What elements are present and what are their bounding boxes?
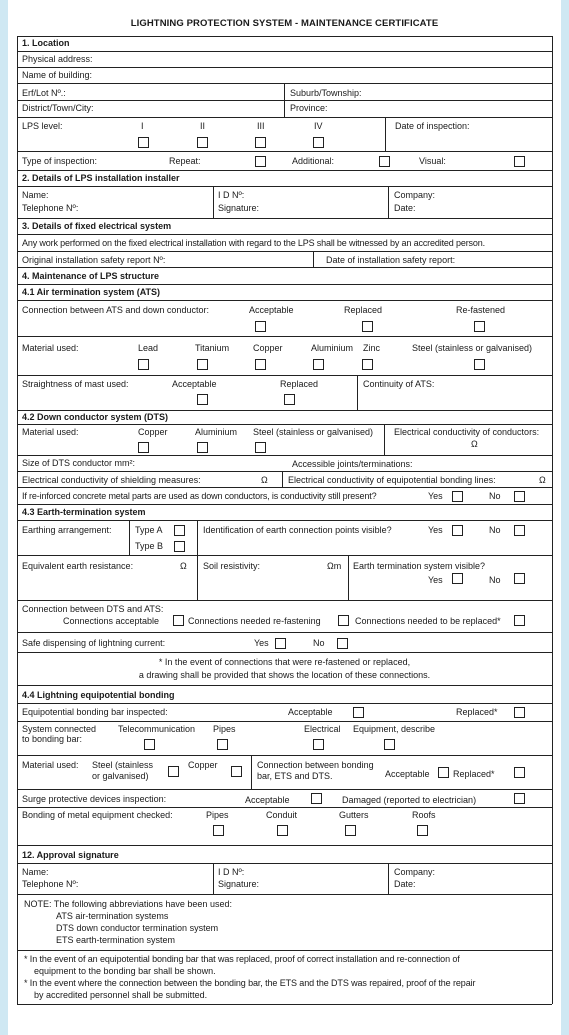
titanium-label: Titanium (195, 343, 230, 353)
building-name-label: Name of building: (22, 70, 93, 80)
visual-checkbox[interactable] (514, 156, 525, 167)
conductor-ohm-unit: Ω (471, 439, 478, 449)
section-12-heading: 12. Approval signature (22, 850, 119, 860)
date-of-inspection-label: Date of inspection: (395, 121, 470, 131)
rule (17, 632, 552, 633)
rule (384, 424, 385, 455)
identification-no-checkbox[interactable] (514, 525, 525, 536)
safe-no-checkbox[interactable] (337, 638, 348, 649)
identification-question: Identification of earth connection points visible? (203, 525, 392, 535)
connection-note-line-2: a drawing shall be provided that shows the location of these connections. (138, 670, 431, 680)
connections-replace-checkbox[interactable] (514, 615, 525, 626)
earthing-arrangement-label: Earthing arrangement: (22, 525, 112, 535)
connections-refastening-label: Connections needed re-fastening (188, 616, 321, 626)
rule (313, 251, 314, 267)
lps-iii-checkbox[interactable] (255, 137, 266, 148)
rule (17, 151, 552, 152)
ets-no-checkbox[interactable] (514, 573, 525, 584)
connection-acceptable-label: Acceptable (385, 769, 430, 779)
rule (17, 375, 552, 376)
identification-no-label: No (489, 525, 501, 535)
lps-i-checkbox[interactable] (138, 137, 149, 148)
lps-iv-checkbox[interactable] (313, 137, 324, 148)
rule (17, 555, 552, 556)
right-border (552, 36, 553, 1004)
lps-level-label: LPS level: (22, 121, 63, 131)
surge-acceptable-label: Acceptable (245, 795, 290, 805)
rule (17, 504, 552, 505)
continuity-label: Continuity of ATS: (363, 379, 435, 389)
steel-stainless-label-1: Steel (stainless (92, 760, 154, 770)
abbreviation-ats: ATS air-termination systems (56, 911, 169, 921)
bonding-pipes-label: Pipes (213, 724, 236, 734)
safe-yes-label: Yes (254, 638, 269, 648)
bar-replaced-label: Replaced* (456, 707, 498, 717)
province-label: Province: (290, 103, 328, 113)
visual-label: Visual: (419, 156, 446, 166)
approval-id-label: I D Nº: (218, 867, 245, 877)
connection-replaced-label: Replaced* (453, 769, 495, 779)
identification-yes-label: Yes (428, 525, 443, 535)
rule (17, 251, 552, 252)
rule (17, 520, 552, 521)
connections-replace-label: Connections needed to be replaced* (355, 616, 501, 626)
lps-ii-checkbox[interactable] (197, 137, 208, 148)
surge-damaged-label: Damaged (reported to electrician) (342, 795, 477, 805)
additional-label: Additional: (292, 156, 335, 166)
lps-level-iv: IV (314, 121, 323, 131)
approval-date-label: Date: (394, 879, 416, 889)
rule (17, 186, 552, 187)
witness-statement: Any work performed on the fixed electrical installation with regard to the LPS shall be witnessed by an accredited person. (22, 238, 485, 248)
rule (17, 789, 552, 790)
dts-steel-checkbox[interactable] (255, 442, 266, 453)
shielding-ohm-unit: Ω (261, 475, 268, 485)
rule (17, 100, 552, 101)
footnote-2-line-1: * In the event where the connection between the bonding bar, the ETS and the DTS was repaired, proof of the repair (24, 978, 476, 988)
rule (17, 300, 552, 301)
form-title: LIGHTNING PROTECTION SYSTEM - MAINTENANCE CERTIFICATE (130, 18, 439, 29)
rule (17, 336, 552, 337)
rule (17, 218, 552, 219)
steel-stainless-label-2: or galvanised) (92, 771, 149, 781)
mast-acceptable-label: Acceptable (172, 379, 217, 389)
dts-copper-label: Copper (138, 427, 168, 437)
rule (388, 186, 389, 218)
abbreviation-ets: ETS earth-termination system (56, 935, 176, 945)
reinforced-no-checkbox[interactable] (514, 491, 525, 502)
connections-refastening-checkbox[interactable] (338, 615, 349, 626)
section-4-1-heading: 4.1 Air termination system (ATS) (22, 287, 161, 297)
installer-date-label: Date: (394, 203, 416, 213)
bonding-equipment-label: Equipment, describe (353, 724, 436, 734)
bonding-copper-checkbox[interactable] (231, 766, 242, 777)
copper-label: Copper (253, 343, 283, 353)
installer-name-label: Name: (22, 190, 49, 200)
bar-acceptable-label: Acceptable (288, 707, 333, 717)
connection-note-line-1: * In the event of connections that were re-fastened or replaced, (158, 657, 411, 667)
rule (17, 51, 552, 52)
rule (17, 471, 552, 472)
footnote-2-line-2: by accredited personnel shall be submitted. (34, 990, 208, 1000)
resistance-ohm-unit: Ω (180, 561, 187, 571)
ets-yes-label: Yes (428, 575, 443, 585)
rule (17, 703, 552, 704)
additional-checkbox[interactable] (379, 156, 390, 167)
dts-aluminium-label: Aluminium (195, 427, 238, 437)
connection-acceptable-checkbox[interactable] (438, 767, 449, 778)
approval-name-label: Name: (22, 867, 49, 877)
bonding-bar-inspected-label: Equipotential bonding bar inspected: (22, 707, 168, 717)
rule (17, 234, 552, 235)
rule (17, 652, 552, 653)
right-margin-band (561, 0, 569, 1035)
rule (17, 807, 552, 808)
rule (357, 375, 358, 410)
rule (17, 267, 552, 268)
reinforced-no-label: No (489, 491, 501, 501)
conductor-size-label: Size of DTS conductor mm²: (22, 458, 136, 468)
reinforced-concrete-question: If re-inforced concrete metal parts are used as down conductors, is conductivity still present? (22, 491, 377, 501)
bonding-pipes-checkbox[interactable] (217, 739, 228, 750)
abbreviations-note: NOTE: The following abbreviations have been used: (24, 899, 232, 909)
section-4-heading: 4. Maintenance of LPS structure (22, 271, 160, 281)
equivalent-resistance-label: Equivalent earth resistance: (22, 561, 134, 571)
rule (213, 186, 214, 218)
steel-label: Steel (stainless or galvanised) (412, 343, 533, 353)
lps-level-i: I (141, 121, 144, 131)
surge-damaged-checkbox[interactable] (514, 793, 525, 804)
ats-refastened-label: Re-fastened (456, 305, 506, 315)
ats-connection-label: Connection between ATS and down conductor: (22, 305, 209, 315)
ats-replaced-checkbox[interactable] (362, 321, 373, 332)
telecommunication-label: Telecommunication (118, 724, 196, 734)
safety-report-date-label: Date of installation safety report: (326, 255, 456, 265)
type-b-label: Type B (135, 541, 164, 551)
system-connected-label-2: to bonding bar: (22, 734, 83, 744)
metal-pipes-checkbox[interactable] (213, 825, 224, 836)
approval-signature-label: Signature: (218, 879, 260, 889)
ats-material-label: Material used: (22, 343, 79, 353)
footnote-1-line-2: equipment to the bonding bar shall be shown. (34, 966, 216, 976)
rule (129, 520, 130, 555)
dts-material-label: Material used: (22, 427, 79, 437)
connection-bonding-label-1: Connection between bonding (257, 760, 374, 770)
rule (17, 170, 552, 171)
certificate-form (17, 10, 552, 1025)
rule (17, 410, 552, 411)
physical-address-label: Physical address: (22, 54, 93, 64)
rule (17, 755, 552, 756)
rule (17, 950, 552, 951)
rule (17, 894, 552, 895)
ets-yes-checkbox[interactable] (452, 573, 463, 584)
district-label: District/Town/City: (22, 103, 94, 113)
repeat-label: Repeat: (169, 156, 201, 166)
rule (348, 555, 349, 600)
type-b-checkbox[interactable] (174, 541, 185, 552)
connection-replaced-checkbox[interactable] (514, 767, 525, 778)
section-4-4-heading: 4.4 Lightning equipotential bonding (22, 690, 175, 700)
left-margin-band (0, 0, 8, 1035)
rule (17, 36, 552, 37)
ats-acceptable-label: Acceptable (249, 305, 294, 315)
accessible-joints-label: Accessible joints/terminations: (292, 459, 413, 469)
bonding-conductivity-label: Electrical conductivity of equipotential bonding lines: (288, 475, 496, 485)
mast-replaced-checkbox[interactable] (284, 394, 295, 405)
system-connected-label-1: System connected (22, 724, 97, 734)
installer-signature-label: Signature: (218, 203, 260, 213)
reinforced-yes-label: Yes (428, 491, 443, 501)
aluminium-label: Aluminium (311, 343, 354, 353)
bonding-equipment-checkbox[interactable] (384, 739, 395, 750)
ats-replaced-label: Replaced (344, 305, 383, 315)
rule (17, 67, 552, 68)
rule (385, 117, 386, 151)
dts-copper-checkbox[interactable] (138, 442, 149, 453)
ats-refastened-checkbox[interactable] (474, 321, 485, 332)
lps-level-iii: III (257, 121, 265, 131)
mast-acceptable-checkbox[interactable] (197, 394, 208, 405)
dts-aluminium-checkbox[interactable] (197, 442, 208, 453)
suburb-label: Suburb/Township: (290, 88, 362, 98)
surge-inspection-label: Surge protective devices inspection: (22, 794, 167, 804)
dts-steel-label: Steel (stainless or galvanised) (253, 427, 374, 437)
surge-acceptable-checkbox[interactable] (311, 793, 322, 804)
steel-checkbox[interactable] (474, 359, 485, 370)
bar-acceptable-checkbox[interactable] (353, 707, 364, 718)
identification-yes-checkbox[interactable] (452, 525, 463, 536)
installer-company-label: Company: (394, 190, 436, 200)
roofs-checkbox[interactable] (417, 825, 428, 836)
metal-bonding-label: Bonding of metal equipment checked: (22, 810, 173, 820)
bonding-material-label: Material used: (22, 760, 79, 770)
bottom-border (17, 1004, 552, 1005)
rule (17, 600, 552, 601)
aluminium-checkbox[interactable] (313, 359, 324, 370)
type-a-checkbox[interactable] (174, 525, 185, 536)
ets-visible-question: Earth termination system visible? (353, 561, 486, 571)
rule (17, 424, 552, 425)
rule (17, 117, 552, 118)
rule (388, 863, 389, 894)
shielding-conductivity-label: Electrical conductivity of shielding measures: (22, 475, 201, 485)
roofs-label: Roofs (412, 810, 436, 820)
safe-yes-checkbox[interactable] (275, 638, 286, 649)
bonding-electrical-checkbox[interactable] (313, 739, 324, 750)
abbreviation-dts: DTS down conductor termination system (56, 923, 219, 933)
rule (251, 755, 252, 789)
section-3-heading: 3. Details of fixed electrical system (22, 221, 172, 231)
repeat-checkbox[interactable] (255, 156, 266, 167)
type-a-label: Type A (135, 525, 163, 535)
rule (17, 455, 552, 456)
ets-no-label: No (489, 575, 501, 585)
installer-telephone-label: Telephone Nº: (22, 203, 79, 213)
bonding-electrical-label: Electrical (304, 724, 341, 734)
rule (17, 845, 552, 846)
safety-report-number-label: Original installation safety report Nº: (22, 255, 166, 265)
mast-replaced-label: Replaced (280, 379, 319, 389)
conductor-conductivity-label: Electrical conductivity of conductors: (394, 427, 540, 437)
rule (17, 284, 552, 285)
lead-label: Lead (138, 343, 159, 353)
approval-telephone-label: Telephone Nº: (22, 879, 79, 889)
connections-acceptable-checkbox[interactable] (173, 615, 184, 626)
telecommunication-checkbox[interactable] (144, 739, 155, 750)
section-1-heading: 1. Location (22, 38, 70, 48)
rule (17, 487, 552, 488)
metal-pipes-label: Pipes (206, 810, 229, 820)
bonding-steel-checkbox[interactable] (168, 766, 179, 777)
type-of-inspection-label: Type of inspection: (22, 156, 98, 166)
section-4-2-heading: 4.2 Down conductor system (DTS) (22, 412, 169, 422)
approval-company-label: Company: (394, 867, 436, 877)
gutters-label: Gutters (339, 810, 369, 820)
left-border (17, 36, 18, 1004)
ats-acceptable-checkbox[interactable] (255, 321, 266, 332)
footnote-1-line-1: * In the event of an equipotential bonding bar that was replaced, proof of correct installation and re-connection of (24, 954, 460, 964)
erf-label: Erf/Lot Nº.: (22, 88, 66, 98)
zinc-checkbox[interactable] (362, 359, 373, 370)
zinc-label: Zinc (363, 343, 381, 353)
bonding-ohm-unit: Ω (539, 475, 546, 485)
straightness-label: Straightness of mast used: (22, 379, 129, 389)
gutters-checkbox[interactable] (345, 825, 356, 836)
rule (213, 863, 214, 894)
safe-no-label: No (313, 638, 325, 648)
safe-dispensing-label: Safe dispensing of lightning current: (22, 638, 166, 648)
copper-checkbox[interactable] (255, 359, 266, 370)
lps-level-ii: II (200, 121, 206, 131)
conduit-label: Conduit (266, 810, 298, 820)
section-4-3-heading: 4.3 Earth-termination system (22, 507, 146, 517)
titanium-checkbox[interactable] (197, 359, 208, 370)
rule (17, 685, 552, 686)
reinforced-yes-checkbox[interactable] (452, 491, 463, 502)
section-2-heading: 2. Details of LPS installation installer (22, 173, 180, 183)
conduit-checkbox[interactable] (277, 825, 288, 836)
bonding-copper-label: Copper (188, 760, 218, 770)
connection-bonding-label-2: bar, ETS and DTS. (257, 771, 333, 781)
rule (197, 520, 198, 600)
lead-checkbox[interactable] (138, 359, 149, 370)
installer-id-label: I D Nº: (218, 190, 245, 200)
soil-ohm-m-unit: Ωm (327, 561, 342, 571)
rule (17, 863, 552, 864)
dts-ats-connection-label: Connection between DTS and ATS: (22, 604, 164, 614)
rule (282, 471, 283, 487)
bar-replaced-checkbox[interactable] (514, 707, 525, 718)
rule (17, 721, 552, 722)
connections-acceptable-label: Connections acceptable (63, 616, 160, 626)
soil-resistivity-label: Soil resistivity: (203, 561, 261, 571)
